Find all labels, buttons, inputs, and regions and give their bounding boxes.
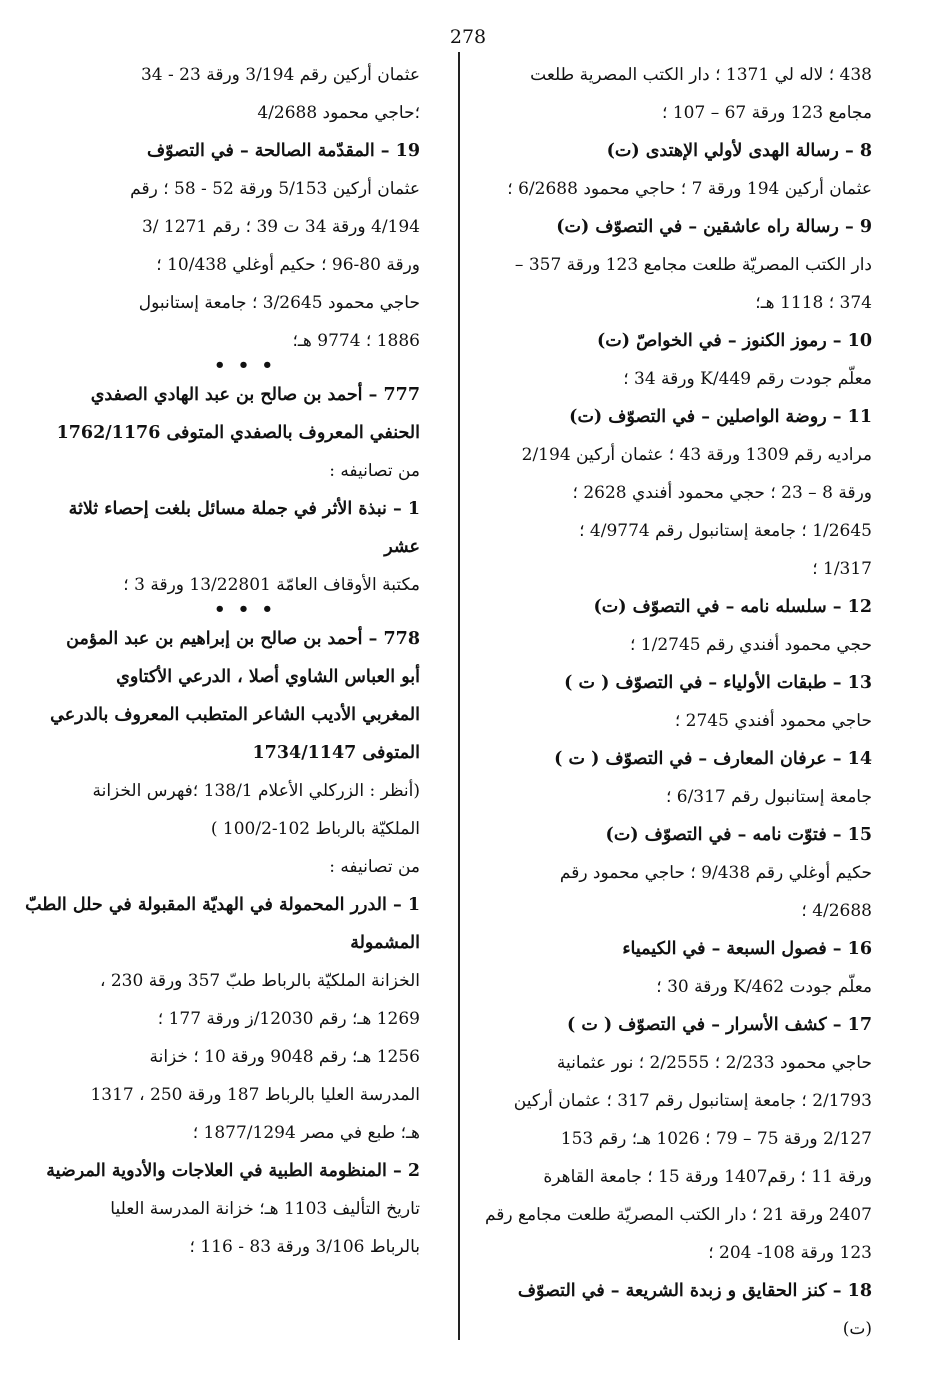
left-column — [25, 56, 420, 1266]
page-number: 278 — [449, 26, 487, 48]
text-line: من تصانيفه : — [329, 857, 420, 877]
text-line: عثمان أركين 194 ورقة 7 ؛ حاجي محمود 6/2688 ؛ — [507, 179, 872, 199]
text-line: هـ؛ طبع في مصر 1877/1294 ؛ — [192, 1123, 420, 1143]
entry-heading-line: 1 – الدرر المحمولة في الهديّة المقبولة في حلل الطبّ — [25, 895, 420, 915]
text-line: ورقة 8 – 23 ؛ حجي محمود أفندي 2628 ؛ — [572, 483, 872, 503]
text-line: المدرسة العليا بالرباط 187 ورقة 250 ، 1317 — [90, 1085, 420, 1105]
entry-heading-line: 19 – المقدّمة الصالحة – في التصوّف — [146, 141, 420, 161]
entry-heading-line: 14 – عرفان المعارف – في التصوّف ( ت ) — [554, 749, 872, 769]
entry-heading-line: المشمولة — [350, 933, 420, 953]
entry-heading-line: 15 – فتوّت نامه – في التصوّف (ت) — [605, 825, 872, 845]
text-line: عثمان أركين 5/153 ورقة 52 - 58 ؛ رقم — [130, 179, 420, 199]
text-line: 1256 هـ؛ رقم 9048 ورقة 10 ؛ خزانة — [149, 1047, 420, 1067]
entry-heading-line: 12 – سلسله نامه – في التصوّف (ت) — [593, 597, 872, 617]
entry-heading-line: 11 – روضة الواصلين – في التصوّف (ت) — [569, 407, 872, 427]
entry-heading-line: 8 – رسالة الهدى لأولي الإهتدى (ت) — [606, 141, 872, 161]
text-line: 1886 ؛ 9774 هـ؛ — [292, 331, 420, 351]
text-line: (ت) — [842, 1319, 872, 1339]
text-line: دار الكتب المصريّة طلعت مجامع 123 ورقة 357 – — [514, 255, 872, 275]
text-line: حكيم أوغلي رقم 9/438 ؛ حاجي محمود رقم — [559, 863, 872, 883]
text-line: 2/127 ورقة 75 – 79 ؛ 1026 هـ؛ رقم 153 — [560, 1129, 872, 1149]
column-divider — [458, 52, 460, 1340]
entry-heading-line: المتوفى 1734/1147 — [252, 743, 420, 763]
text-line: ورقة 11 ؛ رقم1407 ورقة 15 ؛ جامعة القاهرة — [543, 1167, 872, 1187]
text-line: الملكيّة بالرباط 102-100/2 ) — [210, 819, 420, 839]
text-line: حاجي محمود أفندي 2745 ؛ — [674, 711, 872, 731]
text-line: 1/317 ؛ — [812, 559, 872, 579]
text-line: ورقة 80-96 ؛ حكيم أوغلي 10/438 ؛ — [156, 255, 420, 275]
right-column — [484, 56, 872, 1348]
text-line: (أنظر : الزركلي الأعلام 138/1 ؛فهرس الخزانة — [92, 781, 420, 801]
text-line: 2/1793 ؛ جامعة إستانبول رقم 317 ؛ عثمان أركين — [513, 1091, 872, 1111]
text-line: 438 ؛ لاله لي 1371 ؛ دار الكتب المصرية طلعت — [530, 65, 872, 85]
section-separator: • • • — [213, 599, 277, 620]
text-line: الخزانة الملكيّة بالرباط طبّ 357 ورقة 230 ، — [99, 971, 420, 991]
text-line: 2407 ورقة 21 ؛ دار الكتب المصريّة طلعت مجامع رقم — [484, 1205, 872, 1225]
entry-heading-line: 1 – نبذة الأثر في جملة مسائل بلغت إحصاء ثلاثة — [68, 499, 420, 519]
text-line: حاجي محمود 3/2645 ؛ جامعة إستانبول — [138, 293, 420, 313]
entry-heading-line: 13 – طبقات الأولياء – في التصوّف ( ت ) — [564, 673, 872, 693]
text-line: ؛حاجي محمود 4/2688 — [257, 103, 420, 123]
text-line: 4/194 ورقة 34 ت 39 ؛ رقم 1271 /3 — [141, 217, 420, 237]
text-line: 374 ؛ 1118 هـ؛ — [755, 293, 872, 313]
entry-heading-line: أبو العباس الشاوي أصلا ، الدرعي الأكتاوي — [116, 667, 420, 687]
text-line: بالرباط 3/106 ورقة 83 - 116 ؛ — [189, 1237, 420, 1257]
text-line: مجامع 123 ورقة 67 – 107 ؛ — [662, 103, 872, 123]
text-line: 123 ورقة 108- 204 ؛ — [708, 1243, 872, 1263]
text-line: من تصانيفه : — [329, 461, 420, 481]
text-line: حاجي محمود 2/233 ؛ 2/2555 ؛ نور عثمانية — [556, 1053, 872, 1073]
text-line: 1269 هـ؛ رقم 12030/ز ورقة 177 ؛ — [157, 1009, 420, 1029]
entry-heading-line: 18 – كنز الحقايق و زبدة الشريعة – في التصوّف — [517, 1281, 872, 1301]
entry-heading-line: 16 – فصول السبعة – في الكيمياء — [622, 939, 872, 959]
text-line: جامعة إستانبول رقم 6/317 ؛ — [665, 787, 872, 807]
text-line: معلّم جودت رقم 449/K ورقة 34 ؛ — [623, 369, 872, 389]
entry-heading-line: المغربي الأديب الشاعر المتطبب المعروف بالدرعي — [50, 705, 420, 725]
text-line: تاريخ التأليف 1103 هـ؛ خزانة المدرسة العليا — [110, 1199, 420, 1219]
entry-heading-line: 778 – أحمد بن صالح بن إبراهيم بن عبد المؤمن — [66, 629, 420, 649]
entry-heading-line: 9 – رسالة راه عاشقين – في التصوّف (ت) — [556, 217, 872, 237]
entry-heading-line: 17 – كشف الأسرار – في التصوّف ( ت ) — [566, 1015, 872, 1035]
text-line: حجي محمود أفندي رقم 1/2745 ؛ — [629, 635, 872, 655]
text-line: معلّم جودت 462/K ورقة 30 ؛ — [656, 977, 872, 997]
entry-heading-line: الحنفي المعروف بالصفدي المتوفى 1762/1176 — [56, 423, 420, 443]
entry-heading-line: 10 – رموز الكنوز – في الخواصّ (ت) — [597, 331, 872, 351]
text-line: عثمان أركين رقم 3/194 ورقة 23 - 34 — [140, 65, 420, 85]
section-separator: • • • — [213, 355, 277, 376]
entry-heading-line: عشر — [384, 537, 420, 557]
text-line: مراديه رقم 1309 ورقة 43 ؛ عثمان أركين 2/194 — [521, 445, 872, 465]
text-line: مكتبة الأوقاف العامّة 13/22801 ورقة 3 ؛ — [123, 575, 420, 595]
entry-heading-line: 777 – أحمد بن صالح بن عبد الهادي الصفدي — [90, 385, 420, 405]
text-line: 4/2688 ؛ — [801, 901, 872, 921]
text-line: 1/2645 ؛ جامعة إستانبول رقم 4/9774 ؛ — [579, 521, 872, 541]
entry-heading-line: 2 – المنظومة الطبية في العلاجات والأدوية المرضية — [46, 1161, 420, 1181]
